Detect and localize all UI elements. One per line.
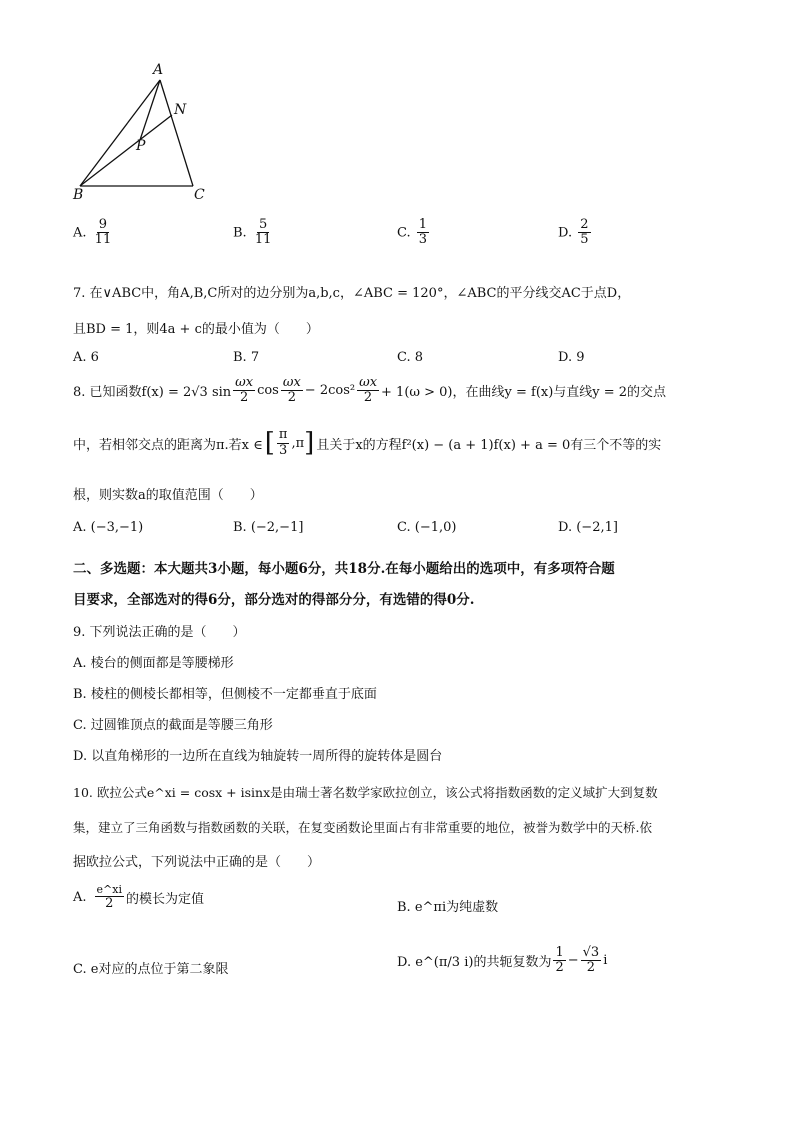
label-a: A [153, 62, 164, 78]
edge-ac [160, 80, 193, 186]
q9-option-d: D. 以直角梯形的一边所在直线为轴旋转一周所得的旋转体是圆台 [73, 749, 443, 764]
q8-option-c: C. (−1,0) [397, 520, 457, 535]
label-n: N [174, 102, 187, 118]
q7-option-a: A. 6 [73, 350, 99, 365]
q9-option-a: A. 棱台的侧面都是等腰梯形 [73, 656, 234, 671]
q10-line3: 据欧拉公式，下列说法中正确的是（ ） [73, 855, 321, 870]
q10-option-a: A. $\frac{e\^{}xi}{2}$ 的模长为定值 [73, 883, 204, 912]
label-p: P [136, 138, 146, 154]
q8-option-b: B. (−2,−1] [233, 520, 304, 535]
q10-option-b: B. e^πi为纯虚数 [397, 900, 499, 915]
label-c: C [194, 187, 205, 203]
q10-line2: 集，建立了三角函数与指数函数的关联，在复变函数论里面占有非常重要的地位，被誉为数学中的天桥.依 [73, 820, 652, 835]
q8-line2: 中，若相邻交点的距离为π.若x ∈ [ $\frac{\pi}{3}$ ,π ] 且关于x的方程f²(x) − (a + 1)f(x) + a = 0有三个不等的实 [73, 427, 662, 458]
q9-option-c: C. 过圆锥顶点的截面是等腰三角形 [73, 718, 273, 733]
q9-stem: 9. 下列说法正确的是（ ） [73, 625, 246, 640]
q7-option-c: C. 8 [397, 350, 424, 365]
section2-line2: 目要求，全部选对的得6分，部分选对的得部分分，有选错的得0分. [73, 592, 475, 608]
section2-line1: 二、多选题：本大题共3小题，每小题6分，共18分.在每小题给出的选项中，有多项符合题 [73, 561, 615, 577]
q8-option-a: A. (−3,−1) [73, 520, 144, 535]
q6-option-c: C. $\frac{1}{3}$ [397, 217, 428, 248]
q8-line3: 根，则实数a的取值范围（ ） [73, 488, 263, 503]
q6-option-b: B. $\frac{5}{11}$ [233, 217, 272, 248]
segment-ap [140, 80, 160, 140]
q6-option-a: A. $\frac{9}{11}$ [73, 217, 112, 248]
label-b: B [73, 187, 84, 203]
q7-line2: 且BD = 1，则4a + c的最小值为（ ） [73, 322, 319, 337]
q9-option-b: B. 棱柱的侧棱长都相等，但侧棱不一定都垂直于底面 [73, 687, 377, 702]
q10-option-d: D. e^(π/3 i)的共轭复数为 $\frac{1}{2}$ − $\frac{√3}{2}$ i [397, 945, 608, 976]
q8-option-d: D. (−2,1] [558, 520, 618, 535]
q6-option-d: D. $\frac{2}{5}$ [558, 217, 589, 248]
q7-option-b: B. 7 [233, 350, 260, 365]
q7-option-d: D. 9 [558, 350, 585, 365]
q7-line1: 7. 在∨ABC中，角A,B,C所对的边分别为a,b,c，∠ABC = 120°，∠ABC的平分线交AC于点D， [73, 286, 631, 301]
q10-option-c: C. e对应的点位于第二象限 [73, 962, 229, 977]
triangle-figure [60, 58, 230, 208]
q8-line1: 8. 已知函数f(x) = 2√3 sin $\frac{\omega x}{2}$ cos $\frac{\omega x}{2}$ − 2cos² $\frac{\omega x}{2}$ + 1(ω > 0)，在曲线y = f(x)与直线y = 2的交点 [73, 375, 667, 406]
q10-line1: 10. 欧拉公式e^xi = cosx + isinx是由瑞士著名数学家欧拉创立，该公式将指数函数的定义域扩大到复数 [73, 785, 658, 800]
